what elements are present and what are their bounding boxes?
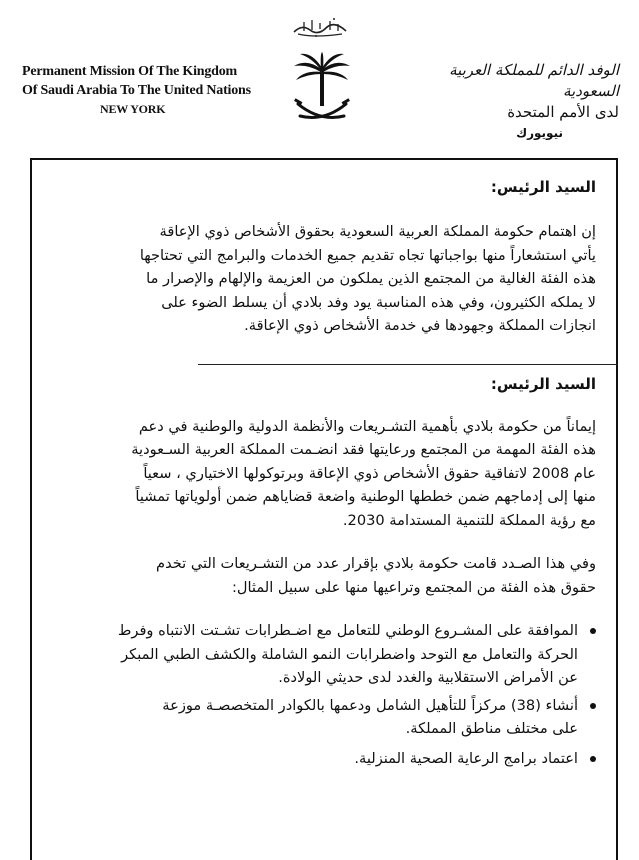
bullet-line: اعتماد برامج الرعاية الصحية المنزلية. [354, 749, 578, 767]
bullet-line: على مختلف مناطق المملكة. [405, 720, 578, 737]
saudi-emblem-icon [290, 52, 354, 132]
bullet-icon [590, 703, 596, 709]
section-divider [198, 364, 618, 365]
mission-city: NEW YORK [100, 102, 166, 116]
basmala-calligraphy [290, 14, 350, 40]
section2-line: عام 2008 لاتفاقية حقوق الأشخاص ذوي الإعاقة وبرتوكولها الاختياري ، سعياً [143, 464, 596, 482]
arabic-mission-name-line2: لدى الأمم المتحدة [507, 103, 619, 121]
section2-line: إيماناً من حكومة بلادي بأهمية التشـريعات والأنظمة الدولية والوطنية في دعم [138, 417, 596, 435]
bullet-icon [590, 628, 596, 634]
section2-line: مع رؤية المملكة للتنمية المستدامة 2030. [342, 511, 596, 529]
bullet-line: عن الأمراض الاستقلابية والغدد لدى حديثي الولادة. [278, 669, 578, 686]
section2-line: منها إلى إدماجهم ضمن خططها الوطنية واضعة قضاياهم ضمن أولوياتها تمشياً [135, 488, 596, 505]
document-body [58, 176, 596, 770]
section2-paragraph2 [58, 552, 596, 599]
section2-line: هذه الفئة المهمة من المجتمع ورعايتها فقد انضـمت المملكة العربية السـعودية [131, 441, 596, 458]
section1-line: إن اهتمام حكومة المملكة العربية السعودية بحقوق الأشخاص ذوي الإعاقة [159, 223, 596, 240]
section2-line: حقوق هذه الفئة من المجتمع وتراعيها منها على سبيل المثال: [231, 578, 596, 596]
section1-line: هذه الفئة الغالية من المجتمع الذين يملكون من العزيمة والإلهام والإصرار ما [146, 270, 596, 287]
list-item [58, 747, 596, 771]
arabic-mission-name-line1: الوفد الدائم للمملكة العربية السعودية [449, 61, 619, 100]
section1-paragraph [58, 220, 596, 338]
bullet-line: الموافقة على المشـروع الوطني للتعامل مع اضـطرابات تشـتت الانتباه وفرط [117, 622, 578, 639]
section1-heading: السيد الرئيس: [490, 178, 596, 196]
section1-line: يأتي استشعاراً منها بواجباتها تجاه تقديم جميع الخدمات والبرامج التي تحتاجها [139, 246, 596, 264]
list-item [58, 619, 596, 690]
section2-line: وفي هذا الصـدد قامت حكومة بلادي بإقرار عدد من التشـريعات التي تخدم [156, 555, 596, 572]
arabic-letterhead [419, 60, 619, 144]
section2-paragraph1 [58, 415, 596, 533]
bullet-icon [590, 756, 596, 762]
bullet-line: الحركة والتعامل مع التوحد واضطرابات النمو الشاملة والكشف الطبي المبكر [121, 645, 578, 663]
english-letterhead [22, 62, 251, 119]
bullet-list [58, 619, 596, 770]
mission-name-line1: Permanent Mission Of The Kingdom [22, 64, 238, 79]
section2-heading: السيد الرئيس: [490, 374, 596, 393]
section1-line: لا يملكه الكثيرون، وفي هذه المناسبة يود وفد بلادي أن يسلط الضوء على [161, 293, 596, 311]
section1-line: انجازات المملكة وجهودها في خدمة الأشخاص ذوي الإعاقة. [244, 317, 596, 334]
mission-name-line2: Of Saudi Arabia To The United Nations [22, 83, 251, 98]
bullet-line: أنشاء (38) مركزاً للتأهيل الشامل ودعمها بالكوادر المتخصصـة موزعة [162, 696, 578, 714]
arabic-mission-city: نيويورك [516, 126, 563, 140]
list-item [58, 694, 596, 741]
